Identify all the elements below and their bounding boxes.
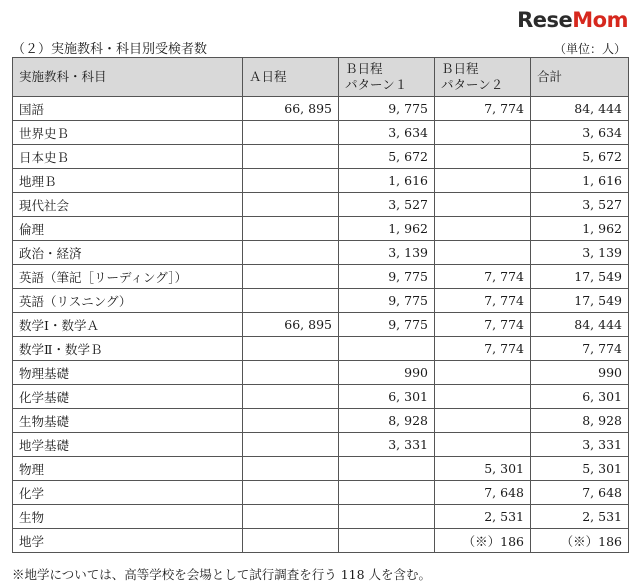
count-cell: 7, 774: [531, 337, 629, 361]
column-header: 実施教科・科目: [13, 58, 243, 97]
subject-cell: 化学基礎: [13, 385, 243, 409]
count-cell: [435, 217, 531, 241]
count-cell: 3, 139: [531, 241, 629, 265]
table-row: [13, 457, 629, 481]
count-cell: 66, 895: [243, 97, 339, 121]
count-cell: 84, 444: [531, 313, 629, 337]
subject-cell: 現代社会: [13, 193, 243, 217]
subject-cell: 英語（リスニング）: [13, 289, 243, 313]
subject-cell: 政治・経済: [13, 241, 243, 265]
count-cell: [339, 481, 435, 505]
footnote: ※地学については、高等学校を会場として試行調査を行う 118 人を含む。: [12, 567, 432, 582]
count-cell: [243, 361, 339, 385]
examinee-table: [12, 57, 629, 553]
column-header: Ａ日程: [243, 58, 339, 97]
table-row: [13, 97, 629, 121]
table-row: [13, 337, 629, 361]
count-cell: 9, 775: [339, 97, 435, 121]
count-cell: [243, 457, 339, 481]
count-cell: [243, 529, 339, 553]
count-cell: 1, 616: [339, 169, 435, 193]
subject-cell: 化学: [13, 481, 243, 505]
count-cell: 9, 775: [339, 313, 435, 337]
count-cell: 6, 301: [531, 385, 629, 409]
count-cell: 1, 616: [531, 169, 629, 193]
table-row: [13, 145, 629, 169]
count-cell: 8, 928: [531, 409, 629, 433]
subject-cell: 地理Ｂ: [13, 169, 243, 193]
count-cell: [339, 457, 435, 481]
count-cell: [435, 433, 531, 457]
section-title: （２）実施教科・科目別受検者数: [12, 42, 208, 57]
table-row: [13, 505, 629, 529]
count-cell: [435, 193, 531, 217]
count-cell: [435, 121, 531, 145]
count-cell: （※）186: [531, 529, 629, 553]
count-cell: 9, 775: [339, 265, 435, 289]
count-cell: 66, 895: [243, 313, 339, 337]
count-cell: 2, 531: [531, 505, 629, 529]
count-cell: 5, 672: [531, 145, 629, 169]
table-row: [13, 121, 629, 145]
count-cell: [243, 265, 339, 289]
logo-text-mom: Mom: [572, 8, 628, 32]
count-cell: 7, 774: [435, 337, 531, 361]
count-cell: 6, 301: [339, 385, 435, 409]
subject-cell: 世界史Ｂ: [13, 121, 243, 145]
count-cell: [243, 121, 339, 145]
column-header: 合計: [531, 58, 629, 97]
subject-cell: 物理: [13, 457, 243, 481]
table-row: [13, 529, 629, 553]
subject-cell: 数学Ⅱ・数学Ｂ: [13, 337, 243, 361]
table-row: [13, 481, 629, 505]
count-cell: [435, 145, 531, 169]
count-cell: 7, 774: [435, 265, 531, 289]
table-row: [13, 169, 629, 193]
count-cell: [339, 337, 435, 361]
count-cell: 7, 774: [435, 313, 531, 337]
subject-cell: 物理基礎: [13, 361, 243, 385]
table-row: [13, 289, 629, 313]
table-row: [13, 217, 629, 241]
count-cell: [435, 385, 531, 409]
count-cell: 3, 634: [531, 121, 629, 145]
count-cell: [243, 193, 339, 217]
count-cell: 9, 775: [339, 289, 435, 313]
count-cell: [243, 289, 339, 313]
count-cell: [435, 241, 531, 265]
count-cell: [243, 385, 339, 409]
count-cell: 5, 301: [531, 457, 629, 481]
subject-cell: 地学基礎: [13, 433, 243, 457]
count-cell: [339, 529, 435, 553]
count-cell: [339, 505, 435, 529]
count-cell: [243, 217, 339, 241]
count-cell: 3, 527: [531, 193, 629, 217]
count-cell: 7, 774: [435, 289, 531, 313]
table-row: [13, 409, 629, 433]
table-row: [13, 241, 629, 265]
count-cell: 3, 139: [339, 241, 435, 265]
count-cell: 2, 531: [435, 505, 531, 529]
count-cell: [243, 169, 339, 193]
count-cell: 84, 444: [531, 97, 629, 121]
table-header-row: [13, 58, 629, 97]
count-cell: 5, 672: [339, 145, 435, 169]
subject-cell: 地学: [13, 529, 243, 553]
count-cell: [435, 409, 531, 433]
subject-cell: 倫理: [13, 217, 243, 241]
column-header: Ｂ日程 パターン２: [435, 58, 531, 97]
count-cell: [435, 361, 531, 385]
count-cell: 1, 962: [531, 217, 629, 241]
subject-cell: 生物基礎: [13, 409, 243, 433]
count-cell: 8, 928: [339, 409, 435, 433]
count-cell: [243, 241, 339, 265]
count-cell: [243, 481, 339, 505]
count-cell: （※）186: [435, 529, 531, 553]
table-row: [13, 385, 629, 409]
table-row: [13, 313, 629, 337]
count-cell: 990: [339, 361, 435, 385]
logo-text-rese: Rese: [517, 8, 573, 32]
subject-cell: 生物: [13, 505, 243, 529]
subject-cell: 国語: [13, 97, 243, 121]
count-cell: 3, 331: [339, 433, 435, 457]
column-header: Ｂ日程 パターン１: [339, 58, 435, 97]
table-row: [13, 193, 629, 217]
count-cell: [243, 337, 339, 361]
count-cell: [243, 505, 339, 529]
subject-cell: 日本史Ｂ: [13, 145, 243, 169]
count-cell: [243, 433, 339, 457]
count-cell: 7, 648: [435, 481, 531, 505]
count-cell: 7, 648: [531, 481, 629, 505]
count-cell: 990: [531, 361, 629, 385]
resemom-logo: [517, 8, 628, 32]
count-cell: 7, 774: [435, 97, 531, 121]
table-row: [13, 361, 629, 385]
table-row: [13, 433, 629, 457]
count-cell: 17, 549: [531, 265, 629, 289]
count-cell: 5, 301: [435, 457, 531, 481]
unit-note: （単位：人）: [553, 42, 626, 56]
subject-cell: 英語（筆記［リーディング］）: [13, 265, 243, 289]
table-body: [13, 97, 629, 553]
table-row: [13, 265, 629, 289]
count-cell: [243, 409, 339, 433]
count-cell: 3, 634: [339, 121, 435, 145]
count-cell: 1, 962: [339, 217, 435, 241]
count-cell: [243, 145, 339, 169]
count-cell: [435, 169, 531, 193]
count-cell: 17, 549: [531, 289, 629, 313]
count-cell: 3, 331: [531, 433, 629, 457]
subject-cell: 数学Ⅰ・数学Ａ: [13, 313, 243, 337]
count-cell: 3, 527: [339, 193, 435, 217]
